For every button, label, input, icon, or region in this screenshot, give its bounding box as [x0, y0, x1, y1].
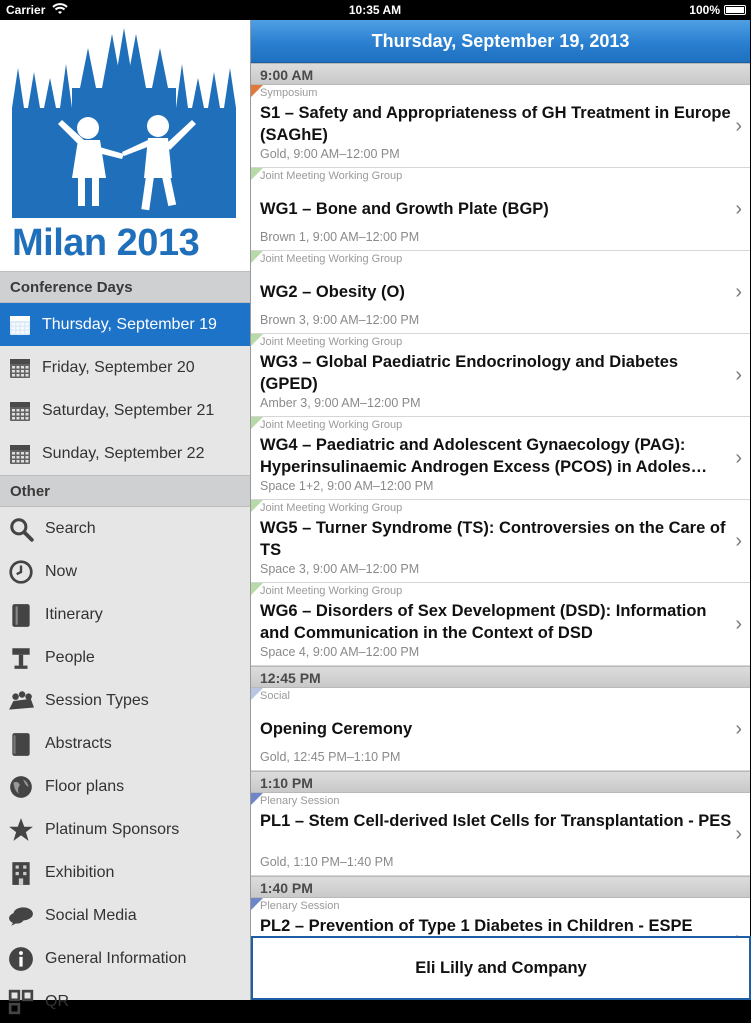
session-title: WG6 – Disorders of Sex Development (DSD): Information and Communication in the Context of DSD [260, 602, 707, 642]
sidebar-item-social-media[interactable] [0, 894, 250, 937]
chevron-right-icon: › [735, 364, 742, 386]
chevron-right-icon: › [735, 530, 742, 552]
sidebar-item-people[interactable] [0, 636, 250, 679]
session-title: WG5 – Turner Syndrome (TS): Controversies on the Care of TS [260, 519, 726, 559]
sidebar-item-floor-plans[interactable] [0, 765, 250, 808]
sidebar-item-exhibition[interactable] [0, 851, 250, 894]
sidebar-day-item[interactable] [0, 303, 250, 346]
sidebar-item-label: Search [45, 519, 96, 537]
building-icon [8, 860, 34, 886]
sidebar-day-item[interactable] [0, 432, 250, 475]
notebook-icon [8, 731, 34, 757]
sidebar-item-label: People [45, 648, 95, 666]
schedule-pane [250, 20, 750, 1000]
day-label: Saturday, September 21 [42, 401, 215, 419]
clock-icon [8, 559, 34, 585]
session-type: Joint Meeting Working Group [260, 336, 403, 348]
session-list[interactable] [251, 63, 750, 981]
sidebar-item-general-information[interactable] [0, 937, 250, 980]
session-type: Social [260, 690, 290, 702]
sidebar-item-label: Social Media [45, 906, 137, 924]
sidebar-item-qr[interactable] [0, 980, 250, 1023]
sidebar-item-label: Session Types [45, 691, 149, 709]
session-meta: Gold, 1:10 PM–1:40 PM [260, 855, 394, 869]
sidebar-item-label: QR [45, 992, 69, 1010]
session-type: Joint Meeting Working Group [260, 585, 403, 597]
session-meta: Space 4, 9:00 AM–12:00 PM [260, 645, 420, 659]
session-meta: Gold, 12:45 PM–1:10 PM [260, 750, 401, 764]
day-list [0, 303, 250, 475]
book-icon [8, 602, 34, 628]
groups-icon [8, 688, 34, 714]
sidebar-item-itinerary[interactable] [0, 593, 250, 636]
sidebar-item-now[interactable] [0, 550, 250, 593]
session-title: WG2 – Obesity (O) [260, 283, 405, 301]
status-bar [0, 0, 750, 20]
conference-logo [0, 20, 250, 271]
calendar-icon [8, 356, 32, 380]
calendar-icon [8, 313, 32, 337]
schedule-title: Thursday, September 19, 2013 [251, 20, 750, 63]
conference-days-header: Conference Days [0, 271, 250, 303]
info-icon [8, 946, 34, 972]
sidebar-item-label: Exhibition [45, 863, 115, 881]
podium-icon [8, 645, 34, 671]
battery-percent: 100% [689, 3, 720, 17]
session-row[interactable] [251, 251, 750, 334]
sidebar-item-label: Floor plans [45, 777, 125, 795]
session-meta: Amber 3, 9:00 AM–12:00 PM [260, 396, 421, 410]
sidebar [0, 20, 250, 1010]
chevron-right-icon: › [735, 281, 742, 303]
session-row[interactable] [251, 334, 750, 417]
sidebar-item-abstracts[interactable] [0, 722, 250, 765]
session-title: PL1 – Stem Cell-derived Islet Cells for Transplantation - PES [260, 812, 732, 830]
session-type: Joint Meeting Working Group [260, 253, 403, 265]
day-label: Friday, September 20 [42, 358, 195, 376]
chevron-right-icon: › [735, 718, 742, 740]
session-row[interactable] [251, 583, 750, 666]
chevron-right-icon: › [735, 115, 742, 137]
carrier-label: Carrier [6, 3, 46, 17]
sponsor-banner[interactable]: Eli Lilly and Company [251, 936, 751, 1000]
time-slot-header: 1:10 PM [251, 771, 750, 793]
session-title: WG3 – Global Paediatric Endocrinology and Diabetes (GPED) [260, 353, 679, 393]
logo-text: Milan 2013 [12, 222, 200, 264]
session-row[interactable] [251, 85, 750, 168]
other-header: Other [0, 475, 250, 507]
sidebar-item-label: Now [45, 562, 78, 580]
search-icon [8, 516, 34, 542]
sidebar-item-session-types[interactable] [0, 679, 250, 722]
session-title: Opening Ceremony [260, 720, 413, 738]
session-row[interactable] [251, 417, 750, 500]
sidebar-item-label: General Information [45, 949, 187, 967]
sidebar-item-label: Abstracts [45, 734, 112, 752]
session-title: WG4 – Paediatric and Adolescent Gynaecology (PAG): Hyperinsulinaemic Androgen Excess (PCOS) in Adoles… [260, 436, 708, 476]
session-title: PL2 – Prevention of Type 1 Diabetes in Children - ESPE [260, 917, 693, 935]
chevron-right-icon: › [735, 823, 742, 845]
session-meta: Space 3, 9:00 AM–12:00 PM [260, 562, 420, 576]
qr-icon [8, 989, 34, 1015]
session-type: Plenary Session [260, 900, 340, 912]
globe-icon [8, 774, 34, 800]
sidebar-day-item[interactable] [0, 389, 250, 432]
session-row[interactable] [251, 168, 750, 251]
time-slot-header: 12:45 PM [251, 666, 750, 688]
calendar-icon [8, 442, 32, 466]
sidebar-item-label: Itinerary [45, 605, 103, 623]
sidebar-item-label: Platinum Sponsors [45, 820, 180, 838]
session-type: Joint Meeting Working Group [260, 502, 403, 514]
sidebar-item-search[interactable] [0, 507, 250, 550]
milan-cathedral-logo-icon [8, 28, 240, 220]
session-row[interactable] [251, 793, 750, 876]
status-time: 10:35 AM [348, 3, 402, 17]
star-icon [8, 817, 34, 843]
session-meta: Gold, 9:00 AM–12:00 PM [260, 147, 400, 161]
session-meta: Brown 1, 9:00 AM–12:00 PM [260, 230, 420, 244]
session-row[interactable] [251, 500, 750, 583]
session-type: Joint Meeting Working Group [260, 170, 403, 182]
chat-icon [8, 903, 34, 929]
sidebar-item-platinum-sponsors[interactable] [0, 808, 250, 851]
chevron-right-icon: › [735, 447, 742, 469]
session-title: WG1 – Bone and Growth Plate (BGP) [260, 200, 549, 218]
session-row[interactable] [251, 688, 750, 771]
session-meta: Space 1+2, 9:00 AM–12:00 PM [260, 479, 434, 493]
other-list [0, 507, 250, 1023]
sidebar-day-item[interactable] [0, 346, 250, 389]
session-type: Plenary Session [260, 795, 340, 807]
chevron-right-icon: › [735, 198, 742, 220]
day-label: Sunday, September 22 [42, 444, 205, 462]
day-label: Thursday, September 19 [42, 315, 217, 333]
chevron-right-icon: › [735, 613, 742, 635]
calendar-icon [8, 399, 32, 423]
session-title: S1 – Safety and Appropriateness of GH Treatment in Europe (SAGhE) [260, 104, 731, 144]
session-type: Symposium [260, 87, 318, 99]
time-slot-header: 1:40 PM [251, 876, 750, 898]
time-slot-header: 9:00 AM [251, 63, 750, 85]
session-type: Joint Meeting Working Group [260, 419, 403, 431]
battery-icon [724, 5, 746, 15]
session-meta: Brown 3, 9:00 AM–12:00 PM [260, 313, 420, 327]
